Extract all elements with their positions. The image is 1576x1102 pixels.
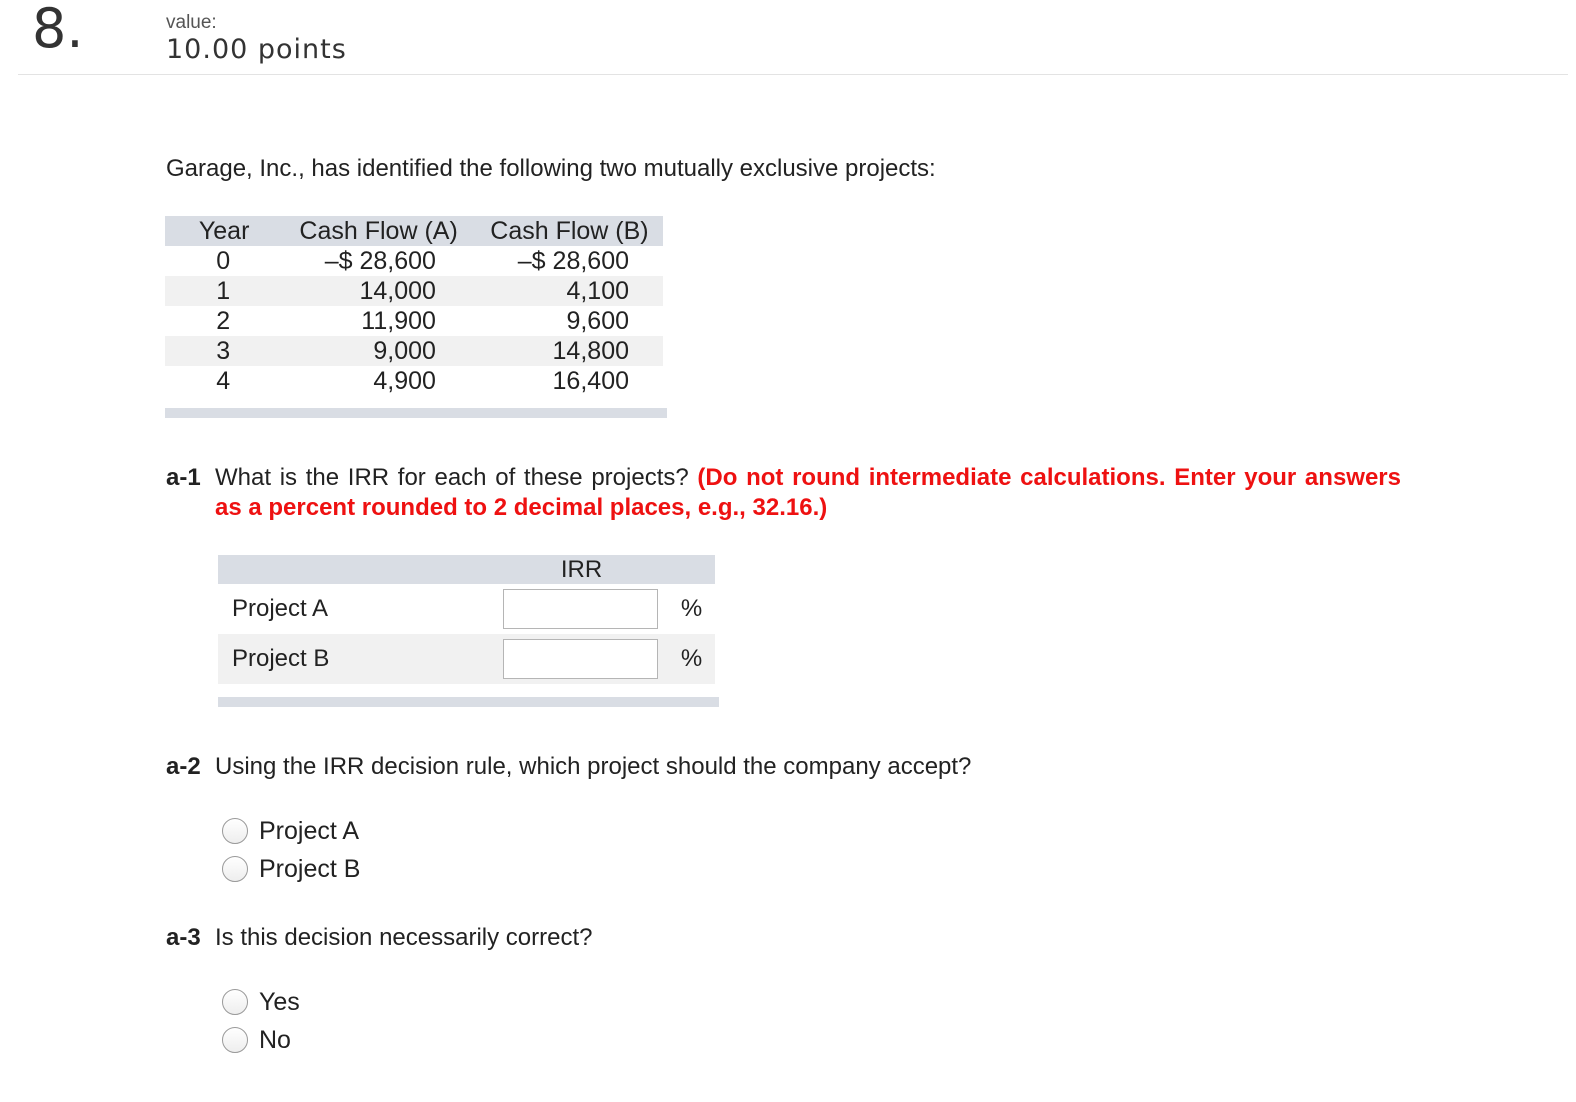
question-a1 [166, 463, 1406, 521]
header-cash-flow-a: Cash Flow (A) [281, 216, 476, 246]
radio-button[interactable] [222, 856, 248, 882]
value-label: value: [166, 12, 217, 33]
cash-flow-b-cell: –$ 28,600 [517, 247, 629, 275]
irr-row-project-a [218, 584, 715, 634]
cash-flow-b-cell: 9,600 [566, 307, 629, 335]
radio-option-project-b[interactable] [222, 850, 360, 888]
points-value: 10.00 points [166, 34, 347, 65]
table-row [165, 306, 663, 336]
cash-flow-b-cell: 14,800 [476, 336, 663, 366]
cash-flow-a-cell: –$ 28,600 [324, 247, 436, 275]
question-id: a-2 [166, 753, 201, 780]
radio-button[interactable] [222, 818, 248, 844]
question-text: Is this decision necessarily correct? [215, 924, 593, 951]
question-number: 8. [32, 0, 84, 60]
percent-unit: % [680, 595, 703, 622]
year-cell: 0 [216, 247, 231, 275]
question-intro: Garage, Inc., has identified the following two mutually exclusive projects: [166, 155, 936, 182]
header-cash-flow-b: Cash Flow (B) [476, 216, 663, 246]
radio-option-no[interactable] [222, 1021, 300, 1059]
table-row [165, 276, 663, 306]
irr-project-a-input[interactable] [503, 589, 658, 629]
cash-flow-header-row [165, 216, 663, 246]
radio-button[interactable] [222, 1027, 248, 1053]
radio-option-yes[interactable] [222, 983, 300, 1021]
irr-row-label: Project B [218, 634, 503, 684]
year-cell: 2 [216, 307, 231, 335]
question-body [215, 463, 1401, 523]
year-cell: 4 [216, 367, 231, 395]
irr-row-label: Project A [232, 595, 329, 622]
cash-flow-a-cell: 4,900 [373, 367, 436, 395]
question-header [18, 0, 1568, 75]
irr-header-row [218, 555, 715, 584]
question-text: Using the IRR decision rule, which project should the company accept? [215, 753, 972, 780]
radio-label[interactable]: Project B [259, 854, 361, 883]
a3-radio-group [222, 983, 300, 1059]
cash-flow-a-cell: 11,900 [361, 307, 436, 335]
irr-input-cell [503, 634, 668, 684]
question-text: What is the IRR for each of these projects? [215, 464, 689, 491]
irr-row-project-b [218, 634, 715, 684]
year-cell: 1 [165, 276, 281, 306]
question-a2 [166, 752, 972, 782]
radio-label[interactable]: No [259, 1025, 291, 1054]
cash-flow-a-cell: 9,000 [281, 336, 476, 366]
radio-button[interactable] [222, 989, 248, 1015]
irr-input-cell [503, 584, 668, 634]
irr-table-footer-bar [218, 697, 719, 707]
header-year: Year [165, 216, 281, 246]
irr-header: IRR [503, 555, 715, 584]
radio-label[interactable]: Yes [259, 987, 300, 1016]
radio-label[interactable]: Project A [259, 816, 360, 845]
question-id: a-1 [166, 464, 201, 491]
cash-flow-b-cell: 16,400 [552, 367, 629, 395]
table-footer-bar [165, 408, 667, 418]
percent-unit: % [668, 634, 715, 684]
question-id: a-3 [166, 924, 201, 951]
a2-radio-group [222, 812, 360, 888]
table-row [165, 336, 663, 366]
cash-flow-a-cell: 14,000 [281, 276, 476, 306]
instruction-note: (Do not round intermediate calculations. Enter your answers as a percent rounded to 2 decimal places, e.g., 32.16.) [215, 464, 1401, 521]
radio-option-project-a[interactable] [222, 812, 360, 850]
year-cell: 3 [165, 336, 281, 366]
table-row [165, 246, 663, 276]
cash-flow-b-cell: 4,100 [476, 276, 663, 306]
irr-project-b-input[interactable] [503, 639, 658, 679]
table-row [165, 366, 663, 396]
irr-answer-table [218, 555, 715, 684]
cash-flow-table [165, 216, 663, 396]
question-a3 [166, 923, 593, 953]
irr-header-blank [218, 555, 503, 584]
